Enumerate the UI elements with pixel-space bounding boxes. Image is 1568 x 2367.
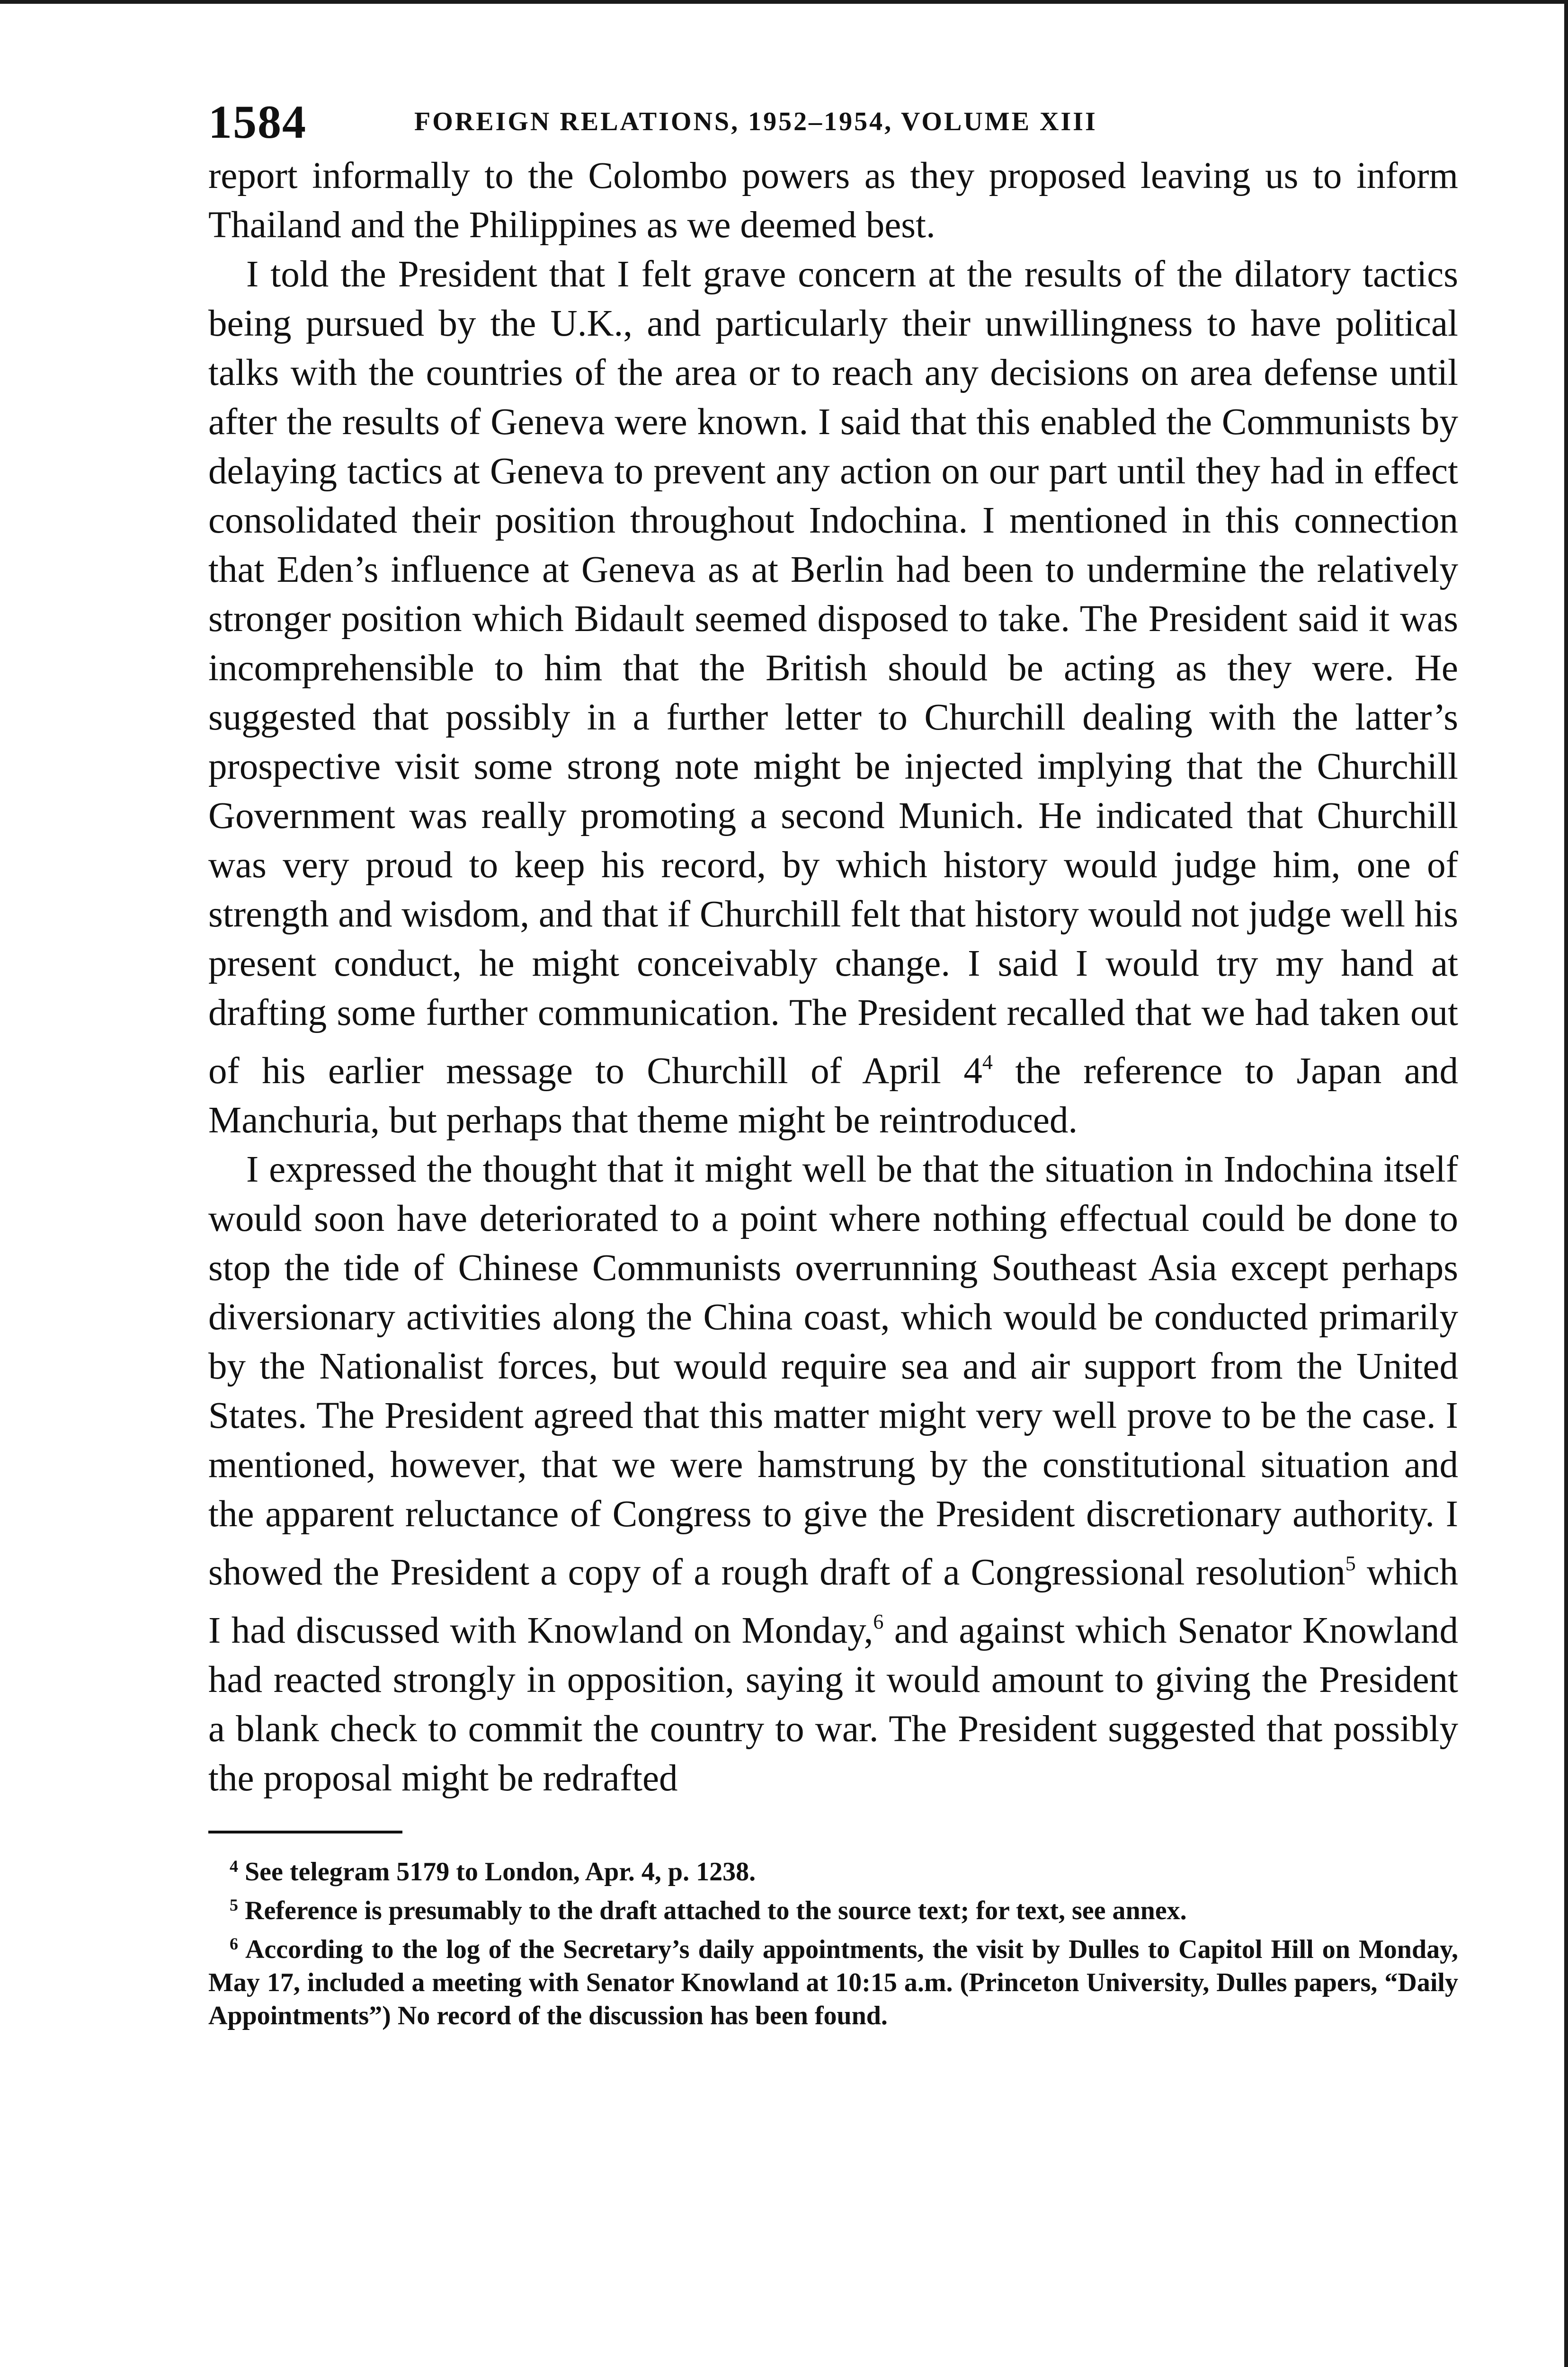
paragraph-2 bbox=[208, 250, 1458, 1145]
paragraph-3-text: I expressed the thought that it might well be that the situation in Indochina itself would soon have deteriorated to a point where nothing effectual could be done to stop the tide of Chinese Communists overrunning Southeast Asia except perhaps diversionary activities along the China coast, which would be conducted primarily by the Nationalist forces, but would require sea and air support from the United States. The President agreed that this matter might very well prove to be the case. I mentioned, however, that we were hamstrung by the constitutional situation and the apparent reluctance of Congress to give the President discretionary authority. I showed the President a copy of a rough draft of a Congressional resolution bbox=[208, 1149, 1458, 1593]
footnote-divider bbox=[208, 1831, 402, 1833]
footnote-6 bbox=[208, 1927, 1458, 2032]
footnote-text: Reference is presumably to the draft attached to the source text; for text, see annex. bbox=[245, 1896, 1187, 1925]
paragraph-2-text: I told the President that I felt grave concern at the results of the dilatory tactics being pursued by the U.K., and particularly their unwillingness to have political talks with the countries of the area or to reach any decisions on area defense until after the results of Geneva were known. I said that this enabled the Communists by delaying tactics at Geneva to prevent any action on our part until they had in effect consolidated their position throughout Indochina. I mentioned in this connection that Eden’s influence at Geneva as at Berlin had been to undermine the relatively stronger position which Bidault seemed disposed to take. The President said it was incomprehensible to him that the British should be acting as they were. He suggested that possibly in a further letter to Churchill dealing with the latter’s prospective visit some strong note might be injected implying that the Churchill Government was really promoting a second Munich. He indicated that Churchill was very proud to keep his record, by which history would judge him, one of strength and wisdom, and that if Churchill felt that history would not judge well his present conduct, he might conceivably change. I said I would try my hand at drafting some further communication. The President recalled that we had taken out of his earlier message to Churchill of April 4 bbox=[208, 254, 1458, 1092]
paragraph-1-text: report informally to the Colombo powers as they proposed leaving us to inform Thailand and the Philippines as we deemed best. bbox=[208, 155, 1458, 246]
footnote-4 bbox=[208, 1850, 1458, 1888]
footnote-number: 4 bbox=[230, 1857, 238, 1876]
footnote-text: According to the log of the Secretary’s daily appointments, the visit by Dulles to Capitol Hill on Monday, May 17, included a meeting with Senator Knowland at 10:15 a.m. (Princeton University, Dulles papers, “Daily Appointments”) No record of the discussion has been found. bbox=[208, 1935, 1458, 2030]
page-top-border bbox=[0, 0, 1568, 4]
body-text bbox=[208, 151, 1458, 1803]
running-head: FOREIGN RELATIONS, 1952–1954, VOLUME XIII bbox=[414, 107, 1097, 136]
paragraph-1 bbox=[208, 151, 1458, 250]
footnotes bbox=[208, 1850, 1458, 2032]
footnote-number: 6 bbox=[230, 1934, 238, 1953]
paragraph-2-text-after: the reference to Japan and Manchuria, but perhaps that theme might be reintroduced. bbox=[208, 1050, 1458, 1141]
paragraph-3 bbox=[208, 1145, 1458, 1803]
footnote-ref-5[interactable]: 5 bbox=[1345, 1552, 1356, 1575]
page-number: 1584 bbox=[208, 96, 307, 148]
document-page bbox=[208, 95, 1458, 2032]
page-right-border bbox=[1564, 0, 1568, 2367]
footnote-ref-6[interactable]: 6 bbox=[873, 1610, 884, 1633]
paragraph-3-text-after: and against which Senator Knowland had reacted strongly in opposition, saying it would amount to giving the President a blank check to commit the country to war. The President suggested that possibly the proposal might be redrafted bbox=[208, 1610, 1458, 1799]
page-header bbox=[208, 95, 1458, 151]
footnote-text: See telegram 5179 to London, Apr. 4, p. 1238. bbox=[245, 1857, 756, 1886]
footnote-number: 5 bbox=[230, 1895, 238, 1914]
footnote-ref-4[interactable]: 4 bbox=[982, 1050, 993, 1074]
footnote-5 bbox=[208, 1888, 1458, 1927]
paragraph-3-text-mid: which I had discussed with Knowland on Monday, bbox=[208, 1552, 1458, 1651]
